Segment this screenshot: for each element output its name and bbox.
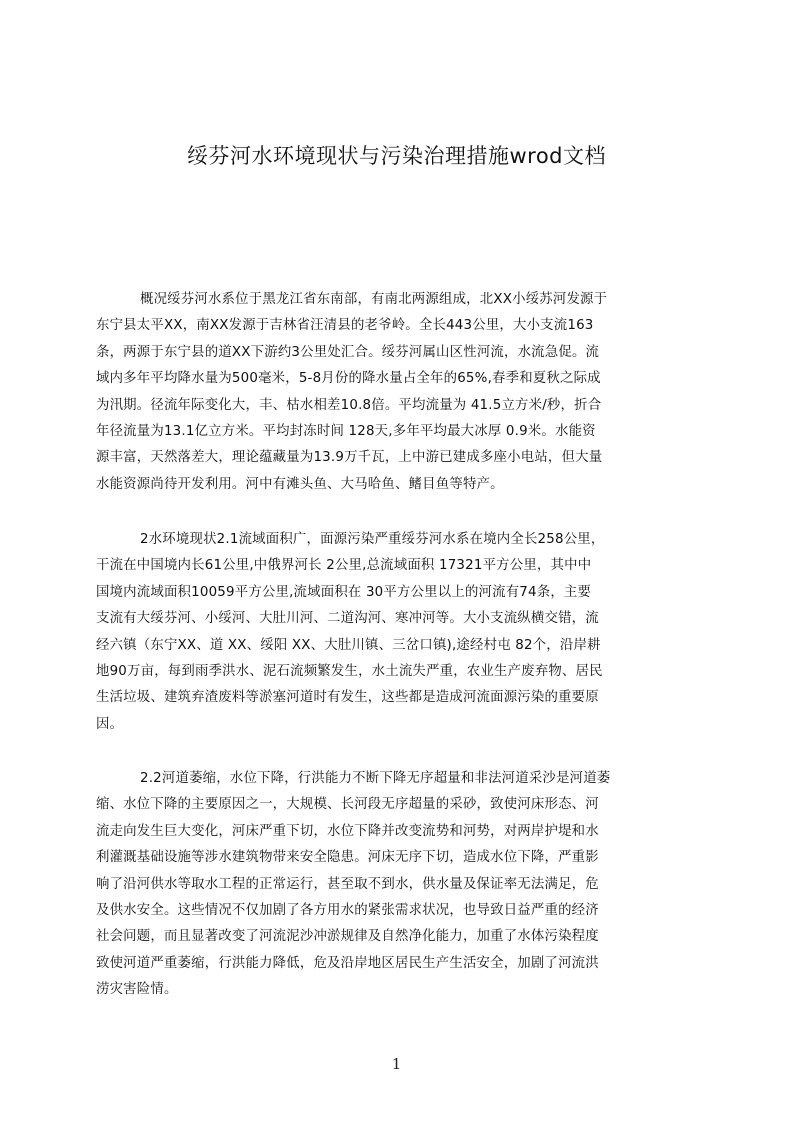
text-line: 东宁县太平XX，南XX发源于吉林省汪清县的老爷岭。全长443公里，大小支流163 [96, 318, 594, 334]
text-line: 社会问题，而且显著改变了河流泥沙冲淤规律及自然净化能力，加重了水体污染程度 [96, 929, 599, 945]
text-line: 2.2河道萎缩，水位下降，行洪能力不断下降无序超量和非法河道采沙是河道萎 [140, 771, 611, 786]
text-line: 支流有大绥芬河、小绥河、大肚川河、二道沟河、寒冲河等。大小支流纵横交错，流 [96, 611, 599, 627]
text-line: 条，两源于东宁县的道XX下游约3公里处汇合。绥芬河属山区性河流，水流急促。流 [96, 344, 600, 360]
paragraph-overview [96, 287, 698, 498]
text-line: 2水环境现状2.1流域面积广，面源污染严重绥芬河水系在境内全长258公里， [140, 532, 605, 547]
text-line: 干流在中国境内长61公里,中俄界河长 2公里,总流域面积 17321平方公里，其中中 [96, 558, 592, 574]
text-line: 利灌溉基础设施等涉水建筑物带来安全隐患。河床无序下切，造成水位下降，严重影 [96, 850, 599, 866]
text-line: 生活垃圾、建筑弃渣废料等淤塞河道时有发生，这些都是造成河流面源污染的重要原 [96, 690, 599, 706]
text-line: 缩、水位下降的主要原因之一，大规模、长河段无序超量的采砂，致使河床形态、河 [96, 797, 599, 813]
paragraph-river-shrinkage [96, 766, 698, 1004]
text-line: 年径流量为13.1亿立方米。平均封冻时间 128天,多年平均最大冰厚 0.9米。水能资 [96, 423, 596, 439]
text-line: 涝灾害险情。 [96, 982, 178, 998]
paragraph-water-status [96, 527, 698, 738]
text-line: 国境内流域面积10059平方公里,流域面积在 30平方公里以上的河流有74条，主要 [96, 584, 592, 600]
text-line: 致使河道严重萎缩，行洪能力降低，危及沿岸地区居民生产生活安全，加剧了河流洪 [96, 955, 599, 971]
text-line: 流走向发生巨大变化，河床严重下切，水位下降并改变流势和河势，对两岸护堤和水 [96, 823, 599, 839]
document-title: 绥芬河水环境现状与污染治理措施wrod文档 [186, 144, 607, 168]
text-line: 概况绥芬河水系位于黑龙江省东南部，有南北两源组成，北XX小绥苏河发源于 [140, 292, 608, 307]
page-number: 1 [391, 1055, 402, 1073]
text-line: 及供水安全。这些情况不仅加剧了各方用水的紧张需求状况，也导致日益严重的经济 [96, 902, 599, 918]
text-line: 因。 [96, 716, 124, 732]
text-line: 响了沿河供水等取水工程的正常运行，甚至取不到水，供水量及保证率无法满足，危 [96, 876, 599, 892]
text-line: 地90万亩，每到雨季洪水、泥石流频繁发生，水土流失严重，农业生产废弃物、居民 [96, 663, 603, 679]
text-line: 经六镇（东宁XX、道 XX、绥阳 XX、大肚川镇、三岔口镇),途经村屯 82个，沿岸耕 [96, 637, 601, 653]
text-line: 域内多年平均降水量为500毫米，5-8月份的降水量占全年的65%,春季和夏秋之际成 [96, 371, 601, 387]
text-line: 源丰富，天然落差大，理论蕴藏量为13.9万千瓦，上中游已建成多座小电站，但大量 [96, 450, 603, 466]
text-line: 水能资源尚待开发利用。河中有滩头鱼、大马哈鱼、鳍目鱼等特产。 [96, 476, 504, 492]
text-line: 为汛期。径流年际变化大，丰、枯水相差10.8倍。平均流量为 41.5立方米/秒，折合 [96, 397, 602, 413]
